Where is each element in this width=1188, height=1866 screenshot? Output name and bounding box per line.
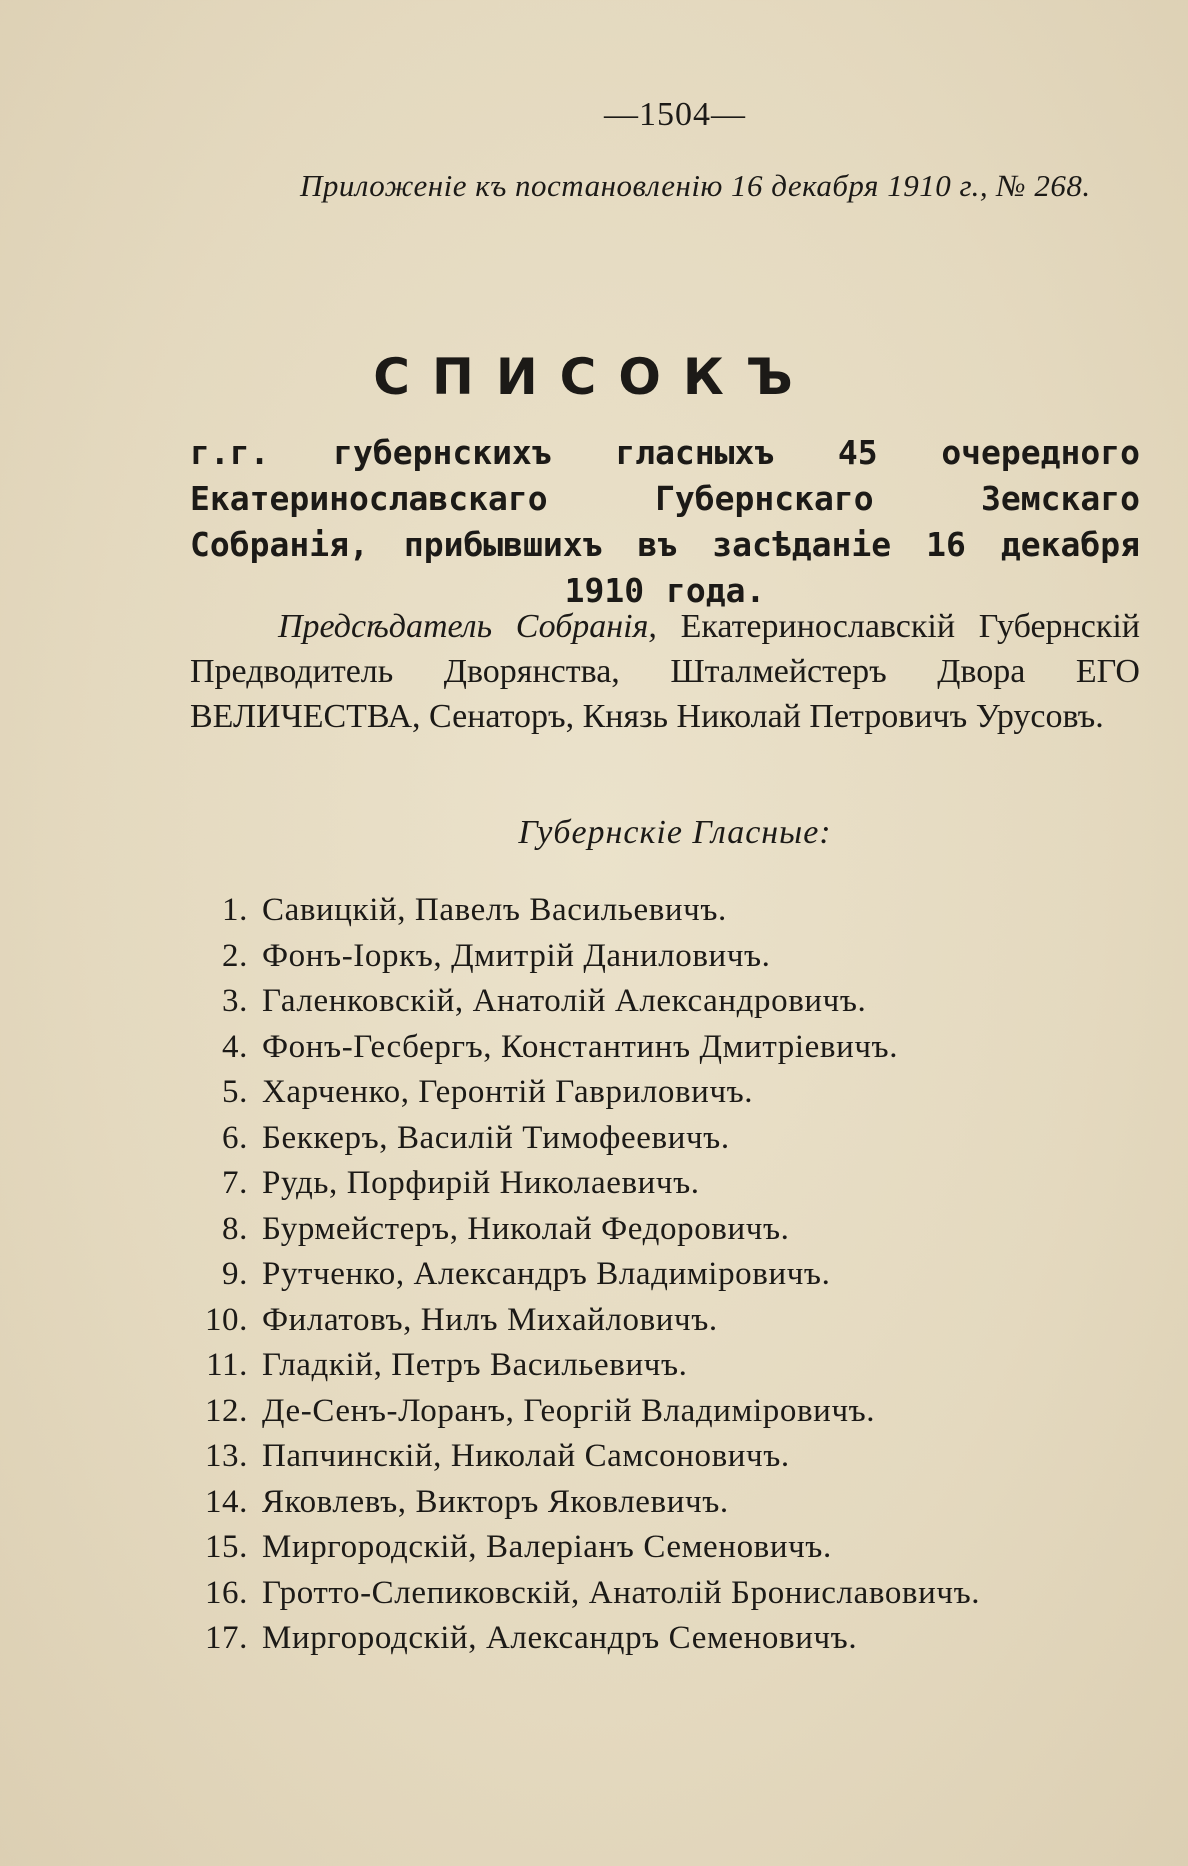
list-item — [190, 934, 1140, 980]
list-item — [190, 1480, 1140, 1526]
member-name: Миргородскій, Александръ Семеновичъ. — [262, 1620, 858, 1657]
list-item — [190, 1434, 1140, 1480]
member-number: 7. — [222, 1165, 248, 1202]
member-number: 9. — [222, 1256, 248, 1293]
list-item — [190, 1252, 1140, 1298]
list-item — [190, 979, 1140, 1025]
appendix-note: Приложеніе къ постановленію 16 декабря 1910 г., № 268. — [300, 168, 1091, 203]
document-subtitle: г.г. губернскихъ гласныхъ 45 очередного Екатеринославскаго Губернскаго Земскаго Собранія, прибывшихъ въ засѣданіе 16 декабря 1910 года. — [190, 433, 1140, 610]
member-name: Беккеръ, Василій Тимофеевичъ. — [262, 1119, 730, 1156]
member-name: Бурмейстеръ, Николай Федоровичъ. — [262, 1210, 790, 1247]
member-number: 10. — [204, 1301, 248, 1338]
document-title: СПИСОКЪ — [373, 348, 815, 406]
member-name: Фонъ-Гесбергъ, Константинъ Дмитріевичъ. — [262, 1028, 899, 1065]
member-name: Папчинскій, Николай Самсоновичъ. — [262, 1438, 790, 1475]
member-number: 3. — [222, 983, 248, 1020]
member-number: 12. — [204, 1392, 248, 1429]
list-item — [190, 1161, 1140, 1207]
list-item — [190, 1207, 1140, 1253]
member-name: Фонъ-Іоркъ, Дмитрій Даниловичъ. — [262, 937, 771, 974]
member-number: 6. — [222, 1119, 248, 1156]
member-number: 2. — [222, 937, 248, 974]
list-item — [190, 1389, 1140, 1435]
chairman-text: Екатеринославскій Губернскій Предводитель Дворянства, Шталмейстеръ Двора ЕГО ВЕЛИЧЕСТВА, Сенаторъ, Князь Николай Петровичъ Урусовъ. — [190, 608, 1140, 735]
member-number: 15. — [204, 1529, 248, 1566]
member-number: 17. — [204, 1620, 248, 1657]
section-heading: Губернскіе Гласные: — [518, 814, 832, 851]
members-list — [190, 888, 1140, 1662]
list-item — [190, 1571, 1140, 1617]
member-number: 1. — [222, 892, 248, 929]
member-name: Галенковскій, Анатолій Александровичъ. — [262, 983, 867, 1020]
list-item — [190, 888, 1140, 934]
member-name: Де-Сенъ-Лоранъ, Георгій Владиміровичъ. — [262, 1392, 876, 1429]
list-item — [190, 1025, 1140, 1071]
page-number: —1504— — [604, 96, 746, 133]
member-name: Рудь, Порфирій Николаевичъ. — [262, 1165, 700, 1202]
member-name: Савицкій, Павелъ Васильевичъ. — [262, 892, 727, 929]
member-number: 8. — [222, 1210, 248, 1247]
member-name: Харченко, Геронтій Гавриловичъ. — [262, 1074, 754, 1111]
list-item — [190, 1616, 1140, 1662]
member-name: Гладкій, Петръ Васильевичъ. — [262, 1347, 688, 1384]
list-item — [190, 1116, 1140, 1162]
member-number: 4. — [222, 1028, 248, 1065]
member-number: 16. — [204, 1574, 248, 1611]
member-number: 13. — [204, 1438, 248, 1475]
member-name: Филатовъ, Нилъ Михайловичъ. — [262, 1301, 718, 1338]
member-number: 5. — [222, 1074, 248, 1111]
member-name: Миргородскій, Валеріанъ Семеновичъ. — [262, 1529, 832, 1566]
member-name: Гротто-Слепиковскій, Анатолій Брониславовичъ. — [262, 1574, 981, 1611]
member-name: Рутченко, Александръ Владиміровичъ. — [262, 1256, 831, 1293]
chairman-role: Предсѣдатель Собранія, — [278, 608, 657, 645]
member-number: 14. — [204, 1483, 248, 1520]
list-item — [190, 1525, 1140, 1571]
member-name: Яковлевъ, Викторъ Яковлевичъ. — [262, 1483, 729, 1520]
list-item — [190, 1070, 1140, 1116]
chairman-paragraph — [190, 604, 1140, 739]
list-item — [190, 1298, 1140, 1344]
member-number: 11. — [206, 1347, 248, 1384]
list-item — [190, 1343, 1140, 1389]
